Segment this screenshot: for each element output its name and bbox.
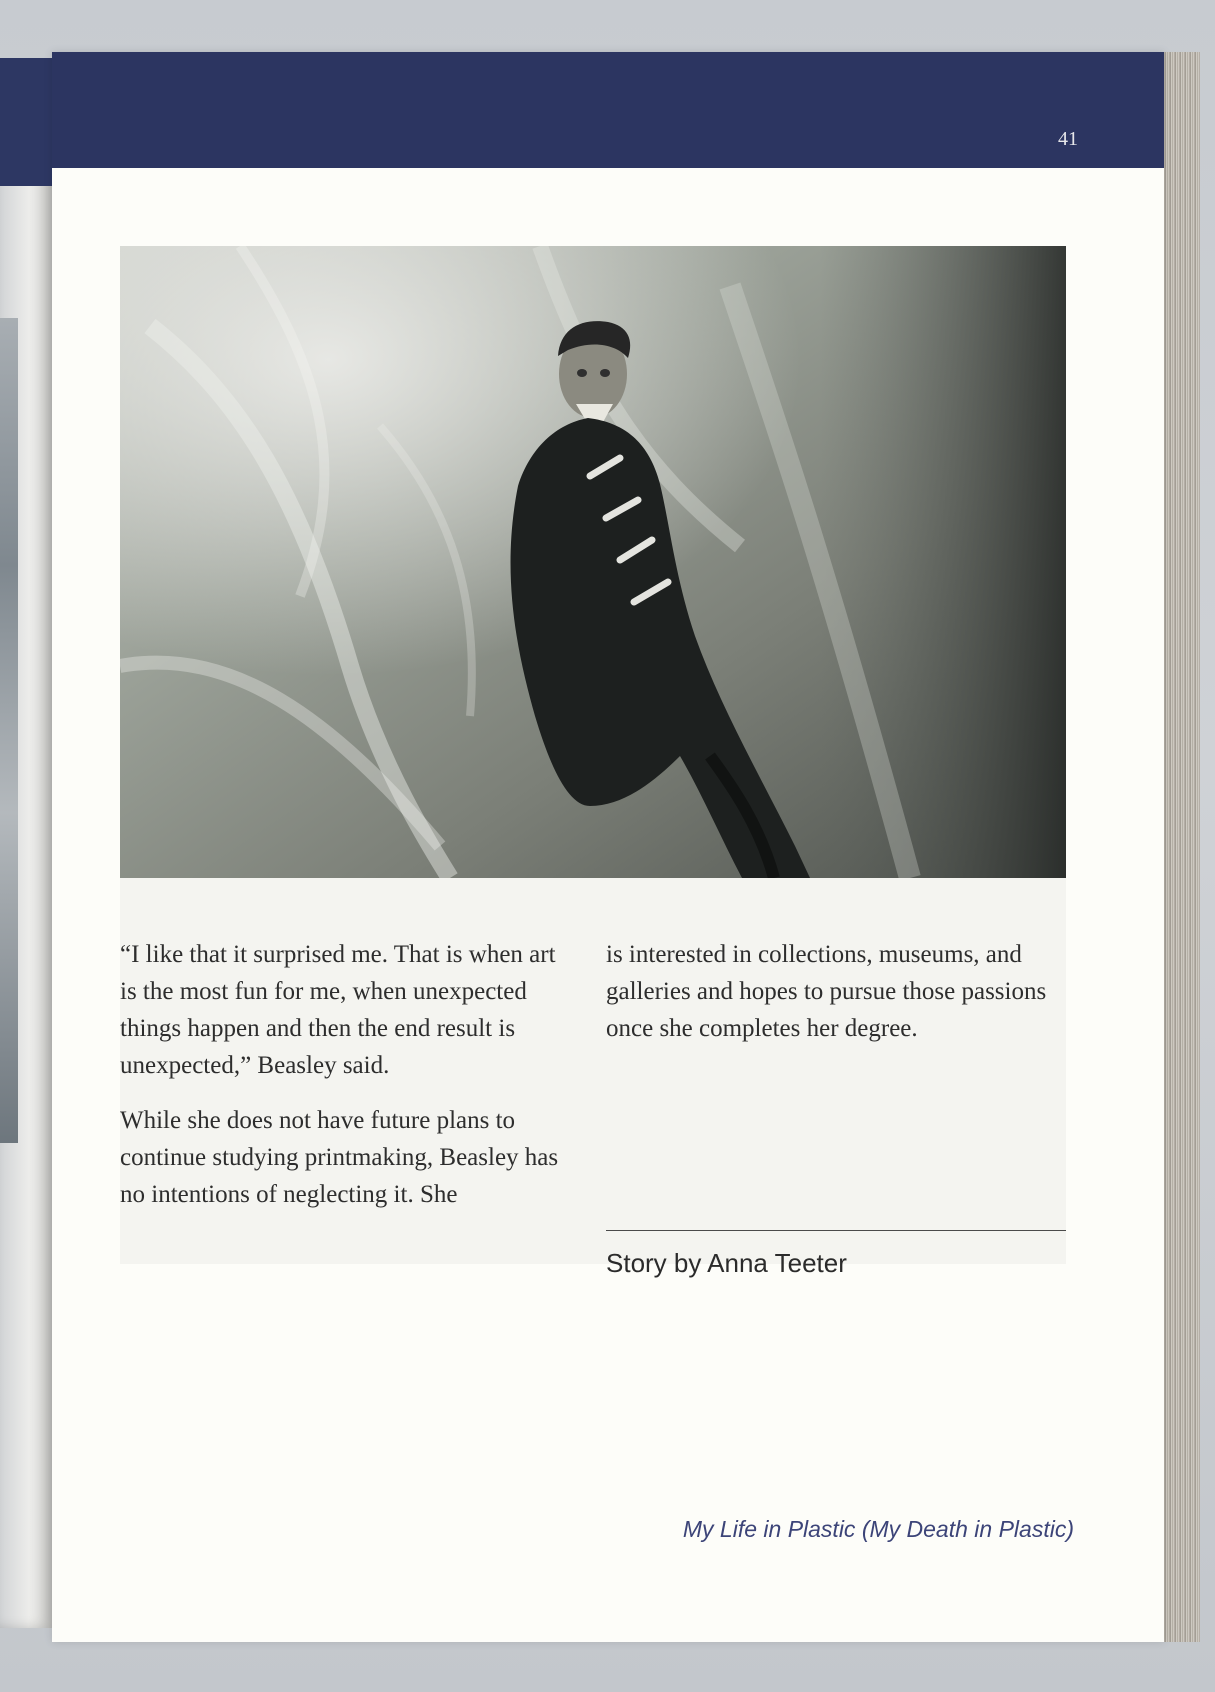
byline: Story by Anna Teeter xyxy=(606,1248,847,1278)
footer-title: My Life in Plastic (My Death in Plastic) xyxy=(682,1516,1074,1542)
page-number: 41 xyxy=(1058,128,1078,150)
paragraph-continuation: is interested in collections, museums, and galleries and hopes to pursue those passions once she completes her degree. xyxy=(606,941,1047,1042)
left-column xyxy=(120,936,570,1231)
paragraph-quote: “I like that it surprised me. That is when art is the most fun for me, when unexpected things happen and then the end result is unexpected,” Beasley said. xyxy=(120,941,556,1079)
paragraph-plans: While she does not have future plans to continue studying printmaking, Beasley has no intentions of neglecting it. She xyxy=(120,1107,559,1208)
magazine-page xyxy=(52,52,1164,1642)
header-band xyxy=(52,52,1164,168)
left-page-edge xyxy=(0,58,52,1628)
left-page-header-band xyxy=(0,58,52,186)
article-body xyxy=(120,936,1066,1236)
right-column xyxy=(606,936,1056,1065)
page-stack-edges xyxy=(1162,52,1200,1642)
article-card xyxy=(120,246,1066,1278)
plastic-figure-photo xyxy=(120,246,1066,878)
article-photo xyxy=(120,246,1066,878)
byline-divider xyxy=(606,1230,1066,1231)
left-page-image-strip xyxy=(0,318,18,1143)
